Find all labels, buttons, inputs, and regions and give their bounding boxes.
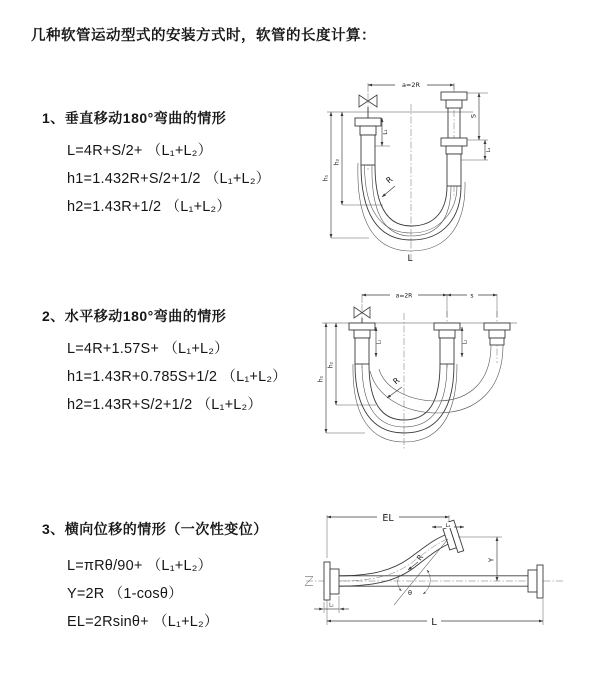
formula-line: L=πRθ/90+ （L₁+L₂） xyxy=(67,558,213,574)
dim-label-h1: h₁ xyxy=(317,375,325,383)
dim-label-l2: L₂ xyxy=(486,147,492,153)
left-flange xyxy=(349,323,375,364)
diagram-horizontal-180-bend xyxy=(310,283,600,453)
hose-u-bend-wide-moved xyxy=(370,345,503,413)
dim-label-r: R xyxy=(384,174,395,186)
dimension-l1 xyxy=(314,596,349,613)
section-1 xyxy=(42,108,270,221)
section-1-formulas xyxy=(42,137,270,221)
left-flange xyxy=(355,118,381,165)
dimension-a2r xyxy=(362,291,497,318)
dim-label-l: L xyxy=(431,617,437,628)
formula-line: L=4R+S/2+ （L₁+L₂） xyxy=(67,143,213,159)
formula-line: h1=1.432R+S/2+1/2 （L₁+L₂） xyxy=(67,171,271,187)
dimension-l2 xyxy=(432,522,464,529)
dim-label-h1: h₁ xyxy=(322,174,330,182)
radius-callout xyxy=(408,553,425,570)
dim-label-a2r: a=2R xyxy=(401,81,421,89)
formula-line: L=4R+1.57S+ （L₁+L₂） xyxy=(67,341,229,357)
diagram-vertical-180-bend xyxy=(311,70,596,265)
dimension-y xyxy=(458,537,502,581)
formula-line: Y=2R （1-cosθ） xyxy=(67,586,183,602)
dim-label-l2: L₂ xyxy=(462,339,469,345)
right-flange-moved-position xyxy=(484,323,510,345)
section-2-formulas xyxy=(42,335,287,419)
section-1-heading: 1、垂直移动180°弯曲的情形 xyxy=(42,110,227,126)
right-flange-original-position xyxy=(528,565,543,598)
radius-callout xyxy=(387,376,402,398)
dim-label-r: R xyxy=(414,552,426,563)
dimension-l2 xyxy=(462,327,469,357)
dimension-s xyxy=(461,93,492,160)
section-3-formulas xyxy=(42,552,268,636)
angle-label-theta: θ xyxy=(408,589,412,597)
dim-label-l-total: L xyxy=(407,254,413,264)
hose-u-bend-deep xyxy=(353,364,457,442)
formula-line: h2=1.43R+1/2 （L₁+L₂） xyxy=(67,199,232,215)
page-title: 几种软管运动型式的安装方式时，软管的长度计算： xyxy=(31,28,376,44)
dimension-l1 xyxy=(376,327,383,357)
dim-label-l1: L₁ xyxy=(329,602,334,609)
dim-label-el: EL xyxy=(382,513,394,524)
dim-label-l2: L₂ xyxy=(445,523,451,529)
dimension-el xyxy=(327,512,449,559)
dim-label-y: Y xyxy=(487,557,496,563)
dim-label-l1: L₁ xyxy=(383,129,389,135)
section-3 xyxy=(42,519,268,636)
section-2-heading: 2、水平移动180°弯曲的情形 xyxy=(42,308,227,324)
section-2 xyxy=(42,306,287,419)
left-flange xyxy=(324,562,339,600)
dim-label-a2r: a=2R xyxy=(395,292,413,300)
dim-label-l1: L₁ xyxy=(376,339,383,345)
radius-callout xyxy=(382,175,395,197)
hose-s-curve-displaced xyxy=(339,534,453,586)
formula-line: EL=2Rsinθ+ （L₁+L₂） xyxy=(67,614,219,630)
dimension-a2r xyxy=(368,81,454,93)
dim-label-s: s xyxy=(470,292,474,300)
formula-line: h2=1.43R+S/2+1/2 （L₁+L₂） xyxy=(67,397,263,413)
dim-label-h2: h₂ xyxy=(333,158,341,166)
angle-theta xyxy=(394,539,448,605)
dim-label-h2: h₂ xyxy=(327,361,335,369)
dimension-l xyxy=(327,599,543,628)
right-flange-two-positions xyxy=(441,92,467,186)
section-3-heading: 3、横向位移的情形（一次性变位） xyxy=(42,521,268,537)
dim-label-s: S xyxy=(469,113,478,119)
diagram-lateral-displacement xyxy=(296,503,600,655)
middle-flange xyxy=(434,323,460,364)
dim-label-r: R xyxy=(391,375,402,387)
formula-line: h1=1.43R+0.785S+1/2 （L₁+L₂） xyxy=(67,369,287,385)
